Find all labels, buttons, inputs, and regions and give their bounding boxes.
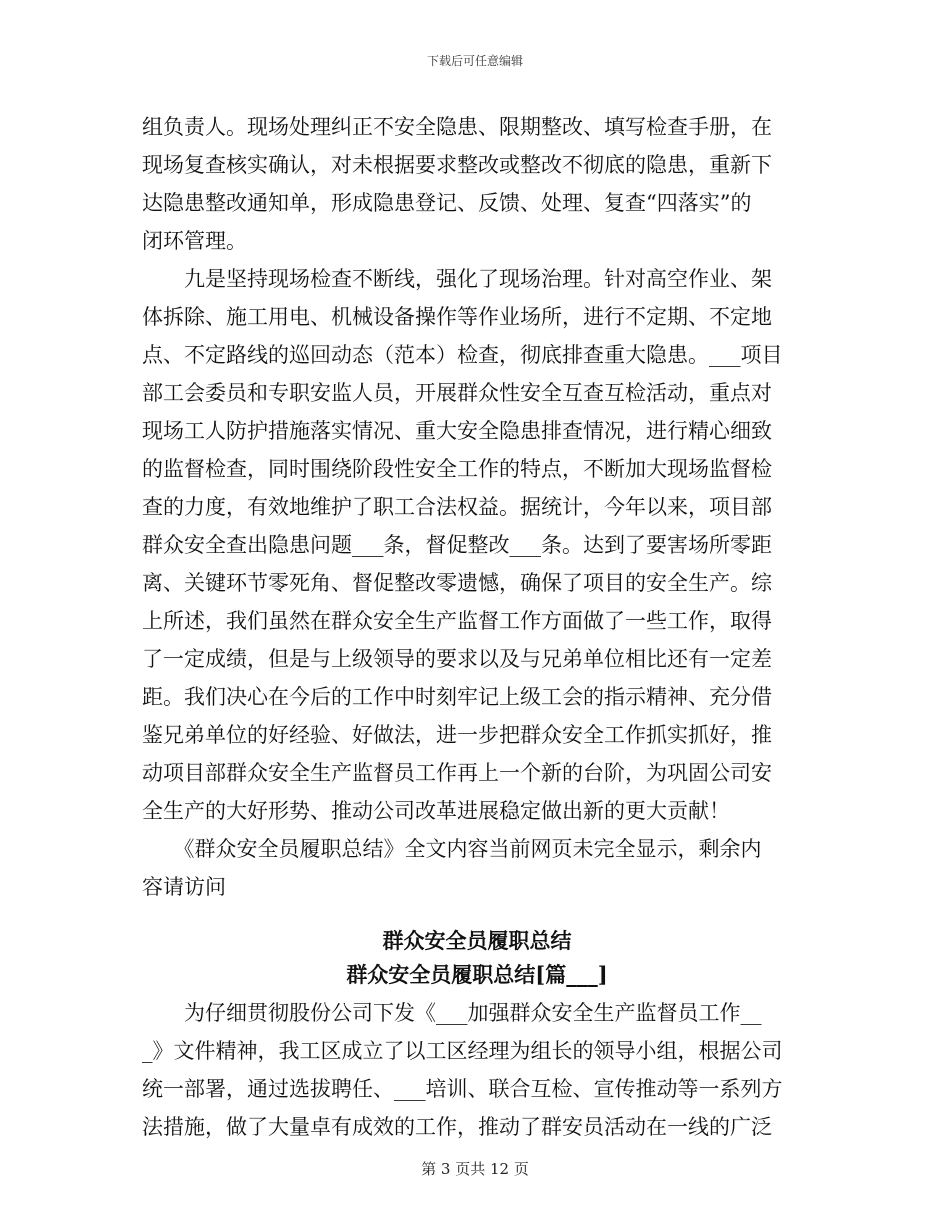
text-line: 全生产的大好形势、推动公司改革进展稳定做出新的更大贡献！ — [142, 799, 730, 823]
text-line: 群众安全查出隐患问题___条，督促整改___条。达到了要害场所零距 — [142, 533, 772, 557]
text-line: 现场工人防护措施落实情况、重大安全隐患排查情况，进行精心细致 — [142, 419, 772, 443]
text-line: 体拆除、施工用电、机械设备操作等作业场所，进行不定期、不定地 — [142, 305, 772, 329]
text-line: 组负责人。现场处理纠正不安全隐患、限期整改、填写检查手册，在 — [142, 115, 772, 139]
section-title: 群众安全员履职总结[篇___] — [346, 962, 608, 987]
text-line: 容请访问 — [142, 875, 226, 899]
text-line: 统一部署，通过选拔聘任、___培训、联合互检、宣传推动等一系列方 — [142, 1077, 783, 1101]
document-title: 群众安全员履职总结 — [382, 928, 572, 953]
text-line: 《群众安全员履职总结》全文内容当前网页未完全显示，剩余内 — [142, 837, 762, 861]
text-line: 了一定成绩，但是与上级领导的要求以及与兄弟单位相比还有一定差 — [142, 647, 772, 671]
text-line: 达隐患整改通知单，形成隐患登记、反馈、处理、复查“四落实”的 — [142, 191, 752, 215]
page-number: 第 3 页共 12 页 — [421, 1160, 529, 1178]
text-line: 点、不定路线的巡回动态（范本）检查，彻底排查重大隐患。___项目 — [142, 343, 783, 367]
text-line: 距。我们决心在今后的工作中时刻牢记上级工会的指示精神、充分借 — [142, 685, 772, 709]
paragraph-truncation-notice — [142, 830, 812, 906]
paragraph-closed-loop-management — [142, 108, 812, 260]
text-line: 离、关键环节零死角、督促整改零遗憾，确保了项目的安全生产。综 — [142, 571, 772, 595]
text-line: 为仔细贯彻股份公司下发《___加强群众安全生产监督员工作__ — [142, 1001, 762, 1025]
paragraph-site-inspection — [142, 260, 812, 830]
page-header-note: 下载后可任意编辑 — [426, 54, 523, 68]
text-line: 闭环管理。 — [142, 229, 247, 253]
text-line: 上所述，我们虽然在群众安全生产监督工作方面做了一些工作，取得 — [142, 609, 772, 633]
text-line: 鉴兄弟单位的好经验、好做法，进一步把群众安全工作抓实抓好，推 — [142, 723, 772, 747]
document-body — [142, 108, 812, 1146]
text-line: 动项目部群众安全生产监督员工作再上一个新的台阶，为巩固公司安 — [142, 761, 772, 785]
text-line: 查的力度，有效地维护了职工合法权益。据统计，今年以来，项目部 — [142, 495, 772, 519]
paragraph-intro — [142, 994, 812, 1146]
text-line: 法措施，做了大量卓有成效的工作，推动了群安员活动在一线的广泛 — [142, 1115, 772, 1139]
text-line: _》文件精神，我工区成立了以工区经理为组长的领导小组，根据公司 — [142, 1039, 783, 1063]
text-line: 九是坚持现场检查不断线，强化了现场治理。针对高空作业、架 — [142, 267, 772, 291]
text-line: 部工会委员和专职安监人员，开展群众性安全互查互检活动，重点对 — [142, 381, 772, 405]
text-line: 现场复查核实确认，对未根据要求整改或整改不彻底的隐患，重新下 — [142, 153, 772, 177]
text-line: 的监督检查，同时围绕阶段性安全工作的特点，不断加大现场监督检 — [142, 457, 772, 481]
